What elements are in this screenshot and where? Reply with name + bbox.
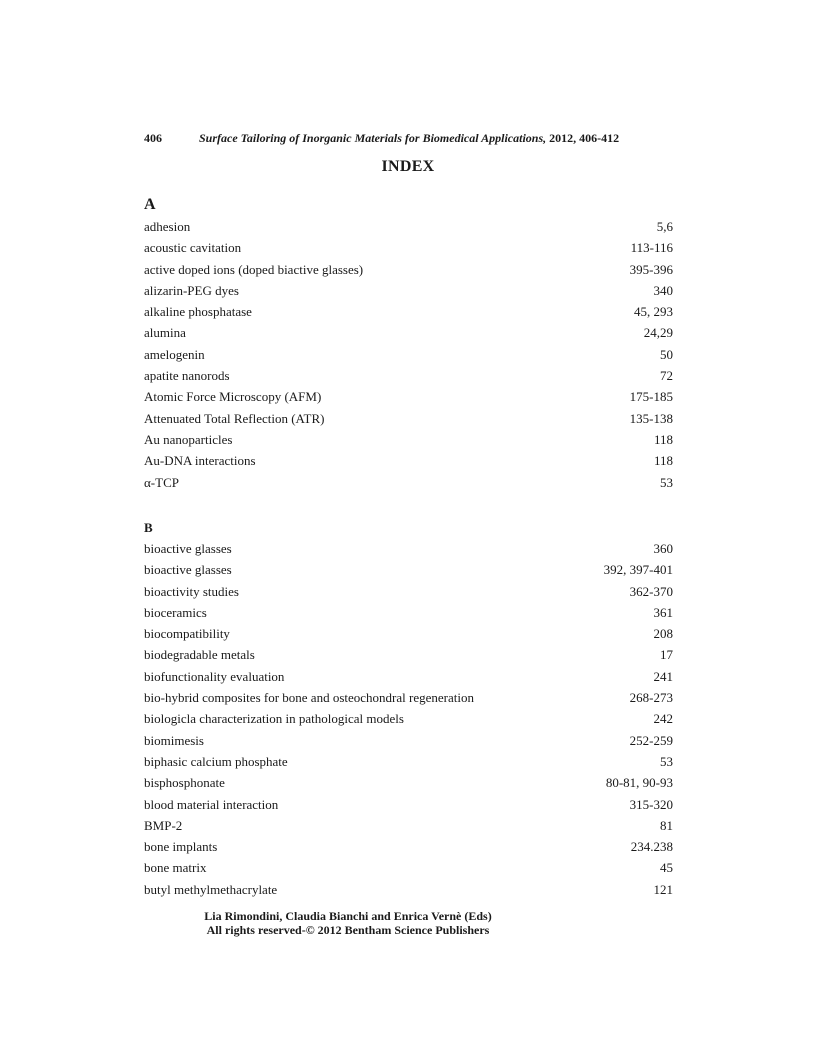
running-header bbox=[144, 131, 684, 146]
year-pages: 2012, 406-412 bbox=[546, 131, 620, 145]
index-term: bone implants bbox=[144, 839, 218, 855]
index-pages: 53 bbox=[660, 474, 673, 490]
index-pages: 395-396 bbox=[629, 261, 673, 277]
index-pages: 45, 293 bbox=[634, 304, 673, 320]
index-pages: 315-320 bbox=[629, 796, 673, 812]
index-term: acoustic cavitation bbox=[144, 240, 242, 256]
index-entry bbox=[144, 237, 673, 258]
index-entry bbox=[144, 216, 673, 237]
index-term: biodegradable metals bbox=[144, 647, 255, 663]
index-term: blood material interaction bbox=[144, 796, 279, 812]
index-pages: 72 bbox=[660, 368, 673, 384]
index-term: Au nanoparticles bbox=[144, 431, 233, 447]
index-term: α-TCP bbox=[144, 474, 179, 490]
index-pages: 241 bbox=[653, 668, 673, 684]
index-entry bbox=[144, 623, 673, 644]
index-entry bbox=[144, 559, 673, 580]
index-term: Attenuated Total Reflection (ATR) bbox=[144, 410, 325, 426]
index-term: BMP-2 bbox=[144, 817, 183, 833]
index-pages: 362-370 bbox=[629, 583, 673, 599]
index-pages: 118 bbox=[653, 453, 673, 469]
index-entry bbox=[144, 429, 673, 450]
index-entry bbox=[144, 666, 673, 687]
index-term: bio-hybrid composites for bone and osteochondral regeneration bbox=[144, 690, 474, 706]
index-entry bbox=[144, 538, 673, 559]
index-term: biologicla characterization in pathological models bbox=[144, 711, 404, 727]
index-entry bbox=[144, 772, 673, 793]
index-pages: 135-138 bbox=[629, 410, 673, 426]
index-pages: 361 bbox=[653, 604, 673, 620]
index-term: alumina bbox=[144, 325, 186, 341]
index-section-a bbox=[144, 194, 673, 493]
index-pages: 175-185 bbox=[629, 389, 673, 405]
index-term: Au-DNA interactions bbox=[144, 453, 256, 469]
page-number: 406 bbox=[144, 131, 162, 145]
index-term: bioceramics bbox=[144, 604, 207, 620]
index-pages: 5,6 bbox=[656, 219, 673, 234]
index-entry bbox=[144, 751, 673, 772]
index-title: INDEX bbox=[381, 158, 435, 175]
index-entry bbox=[144, 879, 673, 900]
index-entry bbox=[144, 344, 673, 365]
index-term: Atomic Force Microscopy (AFM) bbox=[144, 389, 322, 405]
index-pages: 53 bbox=[660, 753, 673, 769]
index-entry bbox=[144, 836, 673, 857]
index-entry bbox=[144, 708, 673, 729]
index-term: amelogenin bbox=[144, 346, 205, 362]
index-entry bbox=[144, 408, 673, 429]
footer-copyright: All rights reserved-© 2012 Bentham Science Publishers bbox=[206, 923, 490, 937]
index-term: biofunctionality evaluation bbox=[144, 668, 285, 684]
index-pages: 252-259 bbox=[629, 732, 673, 748]
index-section-b bbox=[144, 517, 673, 900]
entry-list bbox=[144, 538, 673, 900]
index-pages: 208 bbox=[653, 626, 673, 642]
index-pages: 50 bbox=[660, 346, 673, 362]
section-letter: A bbox=[144, 196, 156, 213]
index-term: alizarin-PEG dyes bbox=[144, 282, 239, 298]
index-term: bisphosphonate bbox=[144, 775, 225, 791]
index-term: adhesion bbox=[144, 219, 191, 234]
book-title: Surface Tailoring of Inorganic Materials for Biomedical Applications, bbox=[199, 131, 547, 145]
index-term: biphasic calcium phosphate bbox=[144, 753, 288, 769]
index-pages: 340 bbox=[653, 282, 673, 298]
index-pages: 24,29 bbox=[643, 325, 673, 341]
entry-list bbox=[144, 216, 673, 493]
index-entry bbox=[144, 644, 673, 665]
index-entry bbox=[144, 365, 673, 386]
page-footer bbox=[0, 909, 696, 937]
index-pages: 121 bbox=[653, 881, 673, 897]
index-entry bbox=[144, 581, 673, 602]
index-pages: 360 bbox=[653, 541, 673, 556]
index-entry bbox=[144, 450, 673, 471]
index-pages: 113-116 bbox=[630, 240, 673, 256]
index-term: biocompatibility bbox=[144, 626, 230, 642]
index-entry bbox=[144, 280, 673, 301]
index-term: bone matrix bbox=[144, 860, 207, 876]
index-pages: 234.238 bbox=[630, 839, 673, 855]
index-entry bbox=[144, 322, 673, 343]
index-entry bbox=[144, 730, 673, 751]
section-letter: B bbox=[144, 520, 153, 535]
index-pages: 45 bbox=[660, 860, 673, 876]
index-pages: 81 bbox=[660, 817, 673, 833]
index-pages: 392, 397-401 bbox=[603, 562, 673, 578]
index-term: apatite nanorods bbox=[144, 368, 230, 384]
index-entry bbox=[144, 815, 673, 836]
index-entry bbox=[144, 857, 673, 878]
footer-editors: Lia Rimondini, Claudia Bianchi and Enrica Vernè (Eds) bbox=[204, 909, 492, 923]
index-term: active doped ions (doped biactive glasses) bbox=[144, 261, 364, 277]
index-entry bbox=[144, 602, 673, 623]
index-term: bioactive glasses bbox=[144, 562, 232, 578]
index-pages: 17 bbox=[660, 647, 673, 663]
index-entry bbox=[144, 259, 673, 280]
index-term: bioactivity studies bbox=[144, 583, 239, 599]
index-pages: 80-81, 90-93 bbox=[605, 775, 673, 791]
index-pages: 242 bbox=[653, 711, 673, 727]
index-pages: 118 bbox=[653, 431, 673, 447]
index-entry bbox=[144, 386, 673, 407]
index-term: biomimesis bbox=[144, 732, 204, 748]
index-term: bioactive glasses bbox=[144, 541, 232, 556]
index-entry bbox=[144, 472, 673, 493]
index-entry bbox=[144, 301, 673, 322]
index-entry bbox=[144, 794, 673, 815]
index-pages: 268-273 bbox=[629, 690, 673, 706]
index-term: butyl methylmethacrylate bbox=[144, 881, 278, 897]
index-entry bbox=[144, 687, 673, 708]
index-term: alkaline phosphatase bbox=[144, 304, 252, 320]
